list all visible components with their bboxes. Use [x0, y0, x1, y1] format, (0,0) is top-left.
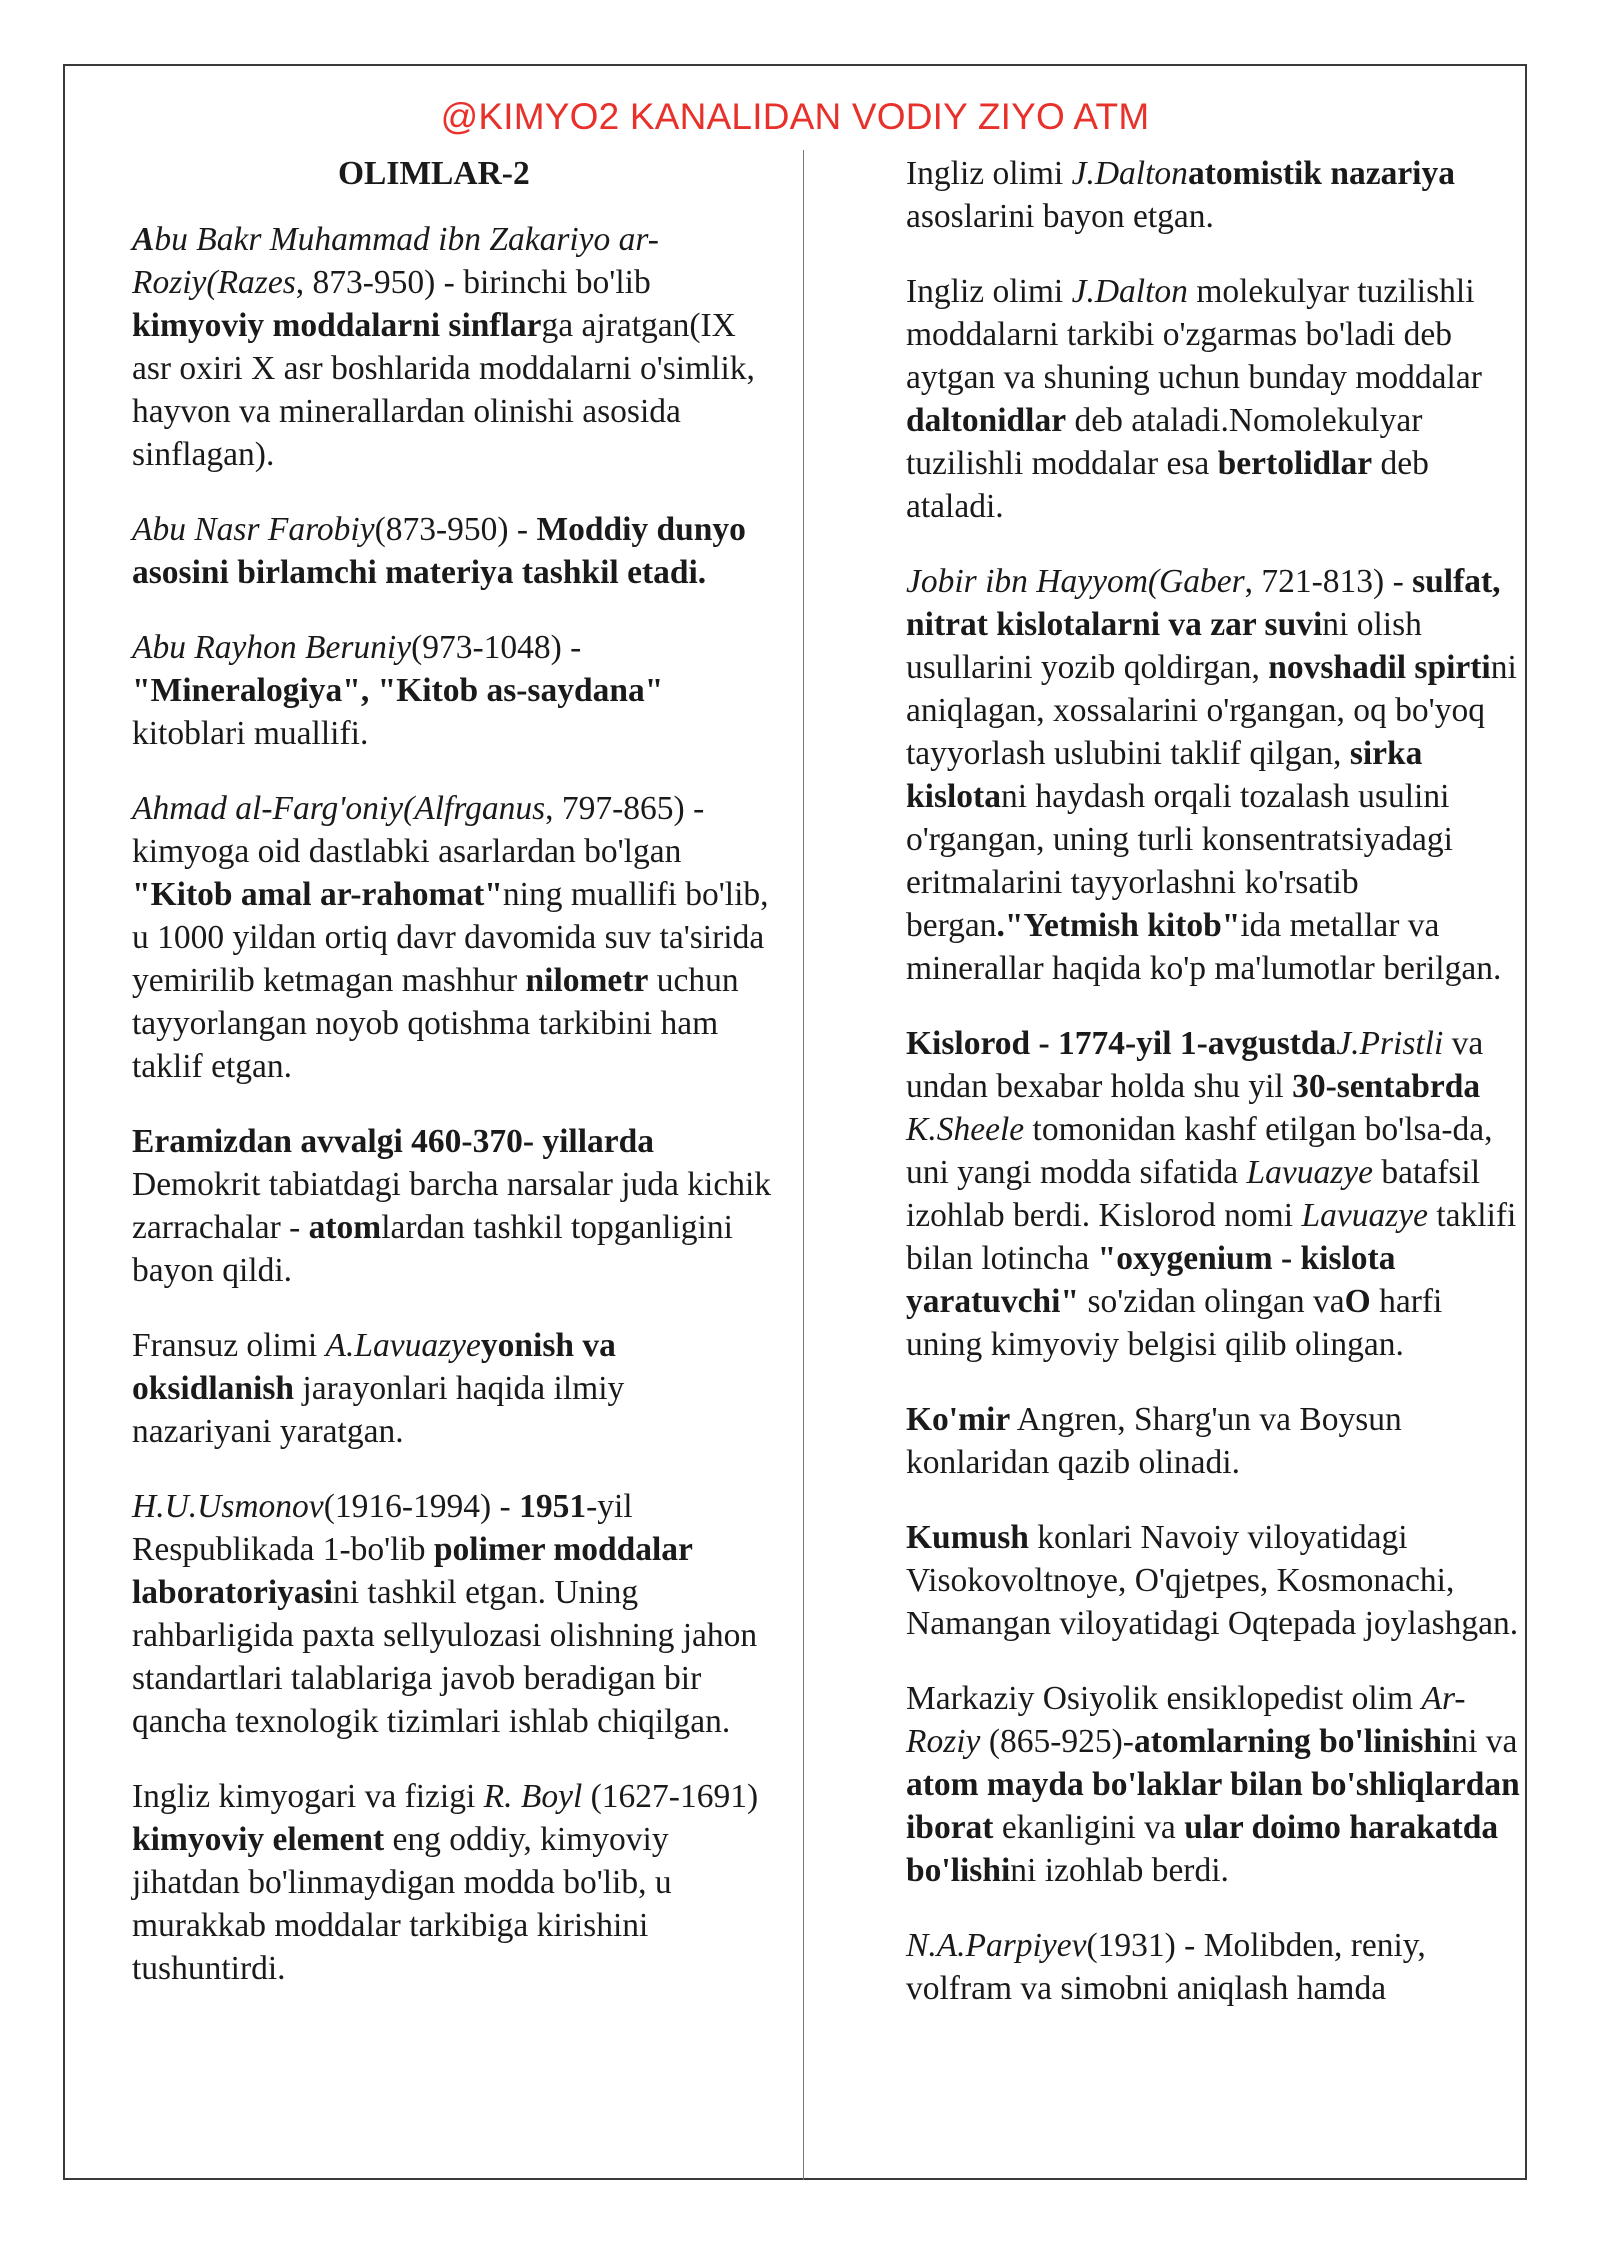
text-run: sirka kislota	[906, 735, 1423, 815]
paragraph	[906, 152, 1524, 238]
text-run: taklifi bilan lotincha	[906, 1197, 1517, 1277]
text-run: , 721-813) -	[1244, 563, 1413, 600]
paragraph	[132, 1120, 772, 1292]
text-run: ning muallifi bo'lib, u 1000 yildan ortiq davr davomida suv ta'sirida yemirilib ketmagan mashhur	[132, 876, 769, 999]
text-run: batafsil izohlab berdi. Kislorod nomi	[906, 1154, 1481, 1234]
text-run: "oxygenium - kislota yaratuvchi"	[906, 1240, 1396, 1320]
left-column	[132, 152, 772, 2022]
paragraph	[132, 508, 772, 594]
text-run: so'zidan olingan va	[1079, 1283, 1345, 1320]
text-run: Lavuazye	[1246, 1154, 1374, 1191]
paragraph	[132, 1485, 772, 1743]
text-run: Ingliz olimi	[906, 155, 1072, 192]
text-run: Ar-Roziy	[906, 1680, 1466, 1760]
paragraph	[906, 1516, 1524, 1645]
text-run: bu Bakr Muhammad ibn Zakariyo ar-Roziy(Razes	[132, 221, 659, 301]
text-run: novshadil spirti	[1268, 649, 1491, 686]
paragraph	[132, 218, 772, 476]
text-run: -yil Respublikada 1-bo'lib	[132, 1488, 633, 1568]
text-run: ular doimo harakatda bo'lishi	[906, 1809, 1499, 1889]
text-run: J.Pristli	[1336, 1025, 1444, 1062]
text-run: Fransuz olimi	[132, 1327, 326, 1364]
text-run: ni tashkil etgan. Uning rahbarligida paxta sellyulozasi olishning jahon standartlari talablariga javob beradigan bir qancha texnologik tizimlari ishlab chiqilgan.	[132, 1574, 758, 1740]
text-run: R. Boyl	[483, 1778, 583, 1815]
text-run: jarayonlari haqida ilmiy nazariyani yaratgan.	[132, 1370, 625, 1450]
text-run: ga ajratgan(IX asr oxiri X asr boshlarida moddalarni o'simlik, hayvon va minerallardan olinishi asosida sinflagan).	[132, 307, 755, 473]
text-run: "Kitob amal ar-rahomat"	[132, 876, 503, 913]
text-run: lardan tashkil topganligini bayon qildi.	[132, 1209, 733, 1289]
text-run: Eramizdan avvalgi 460-370- yillarda	[132, 1123, 655, 1160]
text-run: (973-1048) -	[411, 629, 582, 666]
text-run: nilometr	[525, 962, 649, 999]
text-run: A	[132, 221, 155, 258]
text-run: harfi uning kimyoviy belgisi qilib olingan.	[906, 1283, 1443, 1363]
text-run: asoslarini bayon etgan.	[906, 198, 1214, 235]
text-run: daltonidlar	[906, 402, 1067, 439]
text-run: va undan bexabar holda shu yil	[906, 1025, 1484, 1105]
text-run: Kislorod - 1774-yil 1-avgustda	[906, 1025, 1337, 1062]
text-run: Ahmad al-Farg'oniy(Alfrganus	[132, 790, 546, 827]
text-run: Moddiy dunyo asosini birlamchi materiya tashkil etadi.	[132, 511, 746, 591]
text-run: Lavuazye	[1301, 1197, 1428, 1234]
text-run: Ingliz olimi	[906, 273, 1072, 310]
paragraph	[906, 560, 1524, 990]
text-run: sulfat, nitrat kislotalarni va zar suvi	[906, 563, 1501, 643]
text-run: O	[1344, 1283, 1371, 1320]
paragraph	[132, 1324, 772, 1453]
text-run: Kumush	[906, 1519, 1029, 1556]
text-run: molekulyar tuzilishli moddalarni tarkibi o'zgarmas bo'ladi deb aytgan va shuning uchun bunday moddalar	[906, 273, 1482, 396]
page-title: OLIMLAR-2	[338, 155, 530, 192]
text-run: ni haydash orqali tozalash usulini o'rgangan, uning turli konsentratsiyadagi eritmalarini tayyorlashni ko'rsatib bergan	[906, 778, 1453, 944]
left-paragraphs	[132, 218, 772, 1990]
text-run: Abu Nasr Farobiy	[132, 511, 375, 548]
paragraph	[906, 270, 1524, 528]
text-run: ."Yetmish kitob"	[996, 907, 1241, 944]
text-run: atomistik nazariya	[1187, 155, 1455, 192]
text-run: (873-950) -	[374, 511, 537, 548]
text-run: bertolidlar	[1217, 445, 1373, 482]
text-run: tomonidan kashf etilgan bo'lsa-da, uni yangi modda sifatida	[906, 1111, 1493, 1191]
right-paragraphs	[906, 152, 1524, 2010]
text-run: deb ataladi.Nomolekulyar tuzilishli moddalar esa	[906, 402, 1423, 482]
text-run: A.Lavuazye	[325, 1327, 481, 1364]
text-run: 1951	[519, 1488, 587, 1525]
text-run: "Mineralogiya", "Kitob as-saydana"	[132, 672, 664, 709]
text-run: Ingliz kimyogari va fizigi	[132, 1778, 484, 1815]
text-run: kimyoviy element	[132, 1821, 385, 1858]
text-run: Ko'mir	[906, 1401, 1011, 1438]
paragraph	[906, 1677, 1524, 1892]
text-run: Abu Rayhon Beruniy	[132, 629, 412, 666]
paragraph	[132, 1775, 772, 1990]
paragraph	[906, 1924, 1524, 2010]
text-run: Markaziy Osiyolik ensiklopedist olim	[906, 1680, 1422, 1717]
text-run: ni aniqlagan, xossalarini o'rgangan, oq bo'yoq tayyorlash uslubini taklif qilgan,	[906, 649, 1517, 772]
text-run: atomlarning bo'linishi	[1133, 1723, 1452, 1760]
text-run: deb ataladi.	[906, 445, 1429, 525]
paragraph	[906, 1022, 1524, 1366]
text-run: konlari Navoiy viloyatidagi Visokovoltnoye, O'qjetpes, Kosmonachi, Namangan viloyatidagi Oqtepada joylashgan.	[906, 1519, 1519, 1642]
text-run: kitoblari muallifi.	[132, 715, 369, 752]
text-run: Demokrit tabiatdagi barcha narsalar juda kichik zarrachalar -	[132, 1166, 772, 1246]
text-run: (865-925)-	[980, 1723, 1134, 1760]
text-run: , 797-865) - kimyoga oid dastlabki asarlardan bo'lgan	[132, 790, 705, 870]
text-run: (1916-1994) -	[323, 1488, 520, 1525]
text-run: J.Dalton	[1071, 273, 1188, 310]
text-run: atom	[308, 1209, 382, 1246]
text-run: J.Dalton	[1071, 155, 1188, 192]
text-run: ni izohlab berdi.	[1010, 1852, 1229, 1889]
text-run: eng oddiy, kimyoviy jihatdan bo'linmaydigan modda bo'lib, u murakkab moddalar tarkibiga kirishini tushuntirdi.	[132, 1821, 672, 1987]
paragraph	[132, 787, 772, 1088]
text-run: H.U.Usmonov	[132, 1488, 324, 1525]
paragraph	[906, 1398, 1524, 1484]
text-run: atom mayda bo'laklar bilan bo'shliqlardan iborat	[906, 1766, 1520, 1846]
text-run: N.A.Parpiyev	[906, 1927, 1087, 1964]
right-column	[906, 152, 1524, 2042]
paragraph	[132, 626, 772, 755]
text-run: K.Sheele	[906, 1111, 1025, 1148]
text-run: ni olish usullarini yozib qoldirgan,	[906, 606, 1422, 686]
text-run: polimer moddalar laboratoriyasi	[132, 1531, 693, 1611]
text-run: kimyoviy moddalarni sinflar	[132, 307, 542, 344]
text-run: uchun tayyorlangan noyob qotishma tarkibini ham taklif etgan.	[132, 962, 739, 1085]
channel-header: @KIMYO2 KANALIDAN VODIY ZIYO ATM	[440, 96, 1150, 137]
text-run: (1627-1691)	[582, 1778, 759, 1815]
text-run: Jobir ibn Hayyom(Gaber	[906, 563, 1245, 600]
text-run: ida metallar va minerallar haqida ko'p ma'lumotlar berilgan.	[906, 907, 1502, 987]
column-divider	[803, 150, 804, 2180]
text-run: ni va	[1451, 1723, 1518, 1760]
text-run: , 873-950) - birinchi bo'lib	[295, 264, 651, 301]
text-run: ekanligini va	[993, 1809, 1185, 1846]
text-run: (1931) - Molibden, reniy, volfram va simobni aniqlash hamda	[906, 1927, 1426, 2007]
text-run: Angren, Sharg'un va Boysun konlaridan qazib olinadi.	[906, 1401, 1402, 1481]
text-run: 30-sentabrda	[1292, 1068, 1481, 1105]
text-run: yonish va oksidlanish	[132, 1327, 616, 1407]
